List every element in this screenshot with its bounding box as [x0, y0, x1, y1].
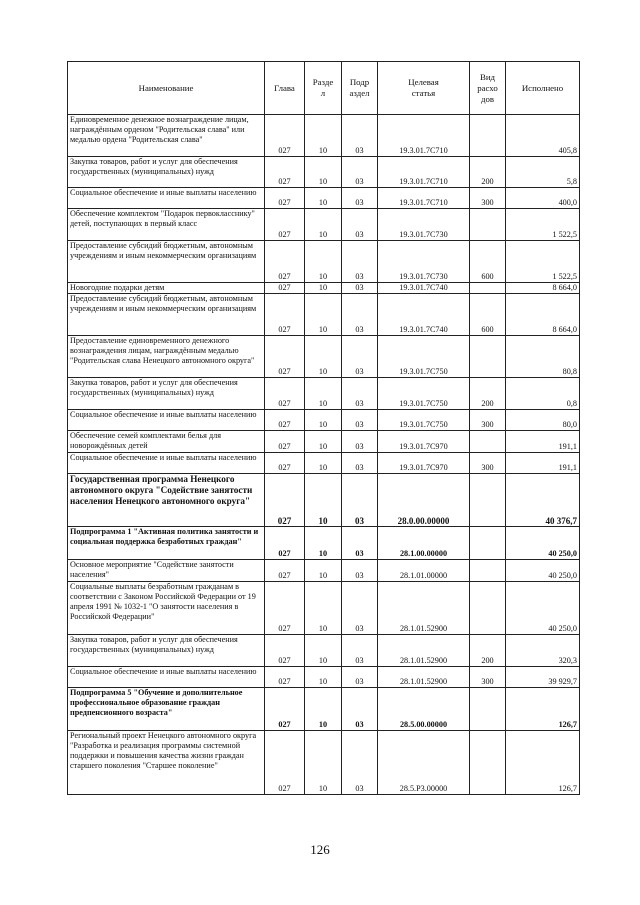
table-row — [68, 453, 580, 474]
row-section-cell: 10 — [305, 688, 342, 731]
row-target-cell: 19.3.01.7С740 — [378, 294, 470, 336]
row-name-cell: Социальное обеспечение и иные выплаты населению — [68, 188, 265, 209]
row-chapter-cell: 027 — [265, 188, 305, 209]
row-expense-cell — [470, 336, 506, 378]
row-subsection-cell: 03 — [342, 115, 378, 157]
header-chapter: Глава — [265, 62, 305, 115]
row-expense-cell: 200 — [470, 635, 506, 667]
row-chapter-cell: 027 — [265, 731, 305, 795]
row-name-cell: Предоставление субсидий бюджетным, автономным учреждениям и иным некоммерческим организациям — [68, 241, 265, 283]
row-executed-cell: 5,8 — [506, 157, 580, 188]
row-target-cell: 19.3.01.7С730 — [378, 241, 470, 283]
table-body — [68, 115, 580, 795]
row-subsection-cell: 03 — [342, 688, 378, 731]
row-name-cell: Закупка товаров, работ и услуг для обеспечения государственных (муниципальных) нужд — [68, 635, 265, 667]
header-executed: Исполнено — [506, 62, 580, 115]
table-row — [68, 431, 580, 453]
row-section-cell: 10 — [305, 294, 342, 336]
row-section-cell: 10 — [305, 209, 342, 241]
row-section-cell: 10 — [305, 115, 342, 157]
row-executed-cell: 80,8 — [506, 336, 580, 378]
row-expense-cell: 300 — [470, 453, 506, 474]
row-target-cell: 19.3.01.7С710 — [378, 188, 470, 209]
row-chapter-cell: 027 — [265, 453, 305, 474]
row-section-cell: 10 — [305, 453, 342, 474]
table-row — [68, 582, 580, 635]
row-section-cell: 10 — [305, 527, 342, 560]
row-subsection-cell: 03 — [342, 188, 378, 209]
header-expense: Вид расхо дов — [470, 62, 506, 115]
row-executed-cell: 0,8 — [506, 378, 580, 410]
row-expense-cell — [470, 431, 506, 453]
row-expense-cell — [470, 688, 506, 731]
row-target-cell: 19.3.01.7С750 — [378, 378, 470, 410]
row-chapter-cell: 027 — [265, 688, 305, 731]
row-target-cell: 28.5.P3.00000 — [378, 731, 470, 795]
table-row — [68, 635, 580, 667]
row-executed-cell: 400,0 — [506, 188, 580, 209]
budget-execution-table — [67, 61, 580, 795]
row-name-cell: Обеспечение семей комплектами белья для новорождённых детей — [68, 431, 265, 453]
row-chapter-cell: 027 — [265, 241, 305, 283]
row-chapter-cell: 027 — [265, 560, 305, 582]
row-chapter-cell: 027 — [265, 431, 305, 453]
row-expense-cell: 300 — [470, 410, 506, 431]
table-row — [68, 560, 580, 582]
row-subsection-cell: 03 — [342, 731, 378, 795]
row-expense-cell — [470, 209, 506, 241]
row-name-cell: Новогодние подарки детям — [68, 283, 265, 294]
row-target-cell: 19.3.01.7С740 — [378, 283, 470, 294]
header-name: Наименование — [68, 62, 265, 115]
row-executed-cell: 405,8 — [506, 115, 580, 157]
row-expense-cell — [470, 283, 506, 294]
row-section-cell: 10 — [305, 157, 342, 188]
row-expense-cell: 200 — [470, 157, 506, 188]
table-row — [68, 688, 580, 731]
row-expense-cell: 600 — [470, 294, 506, 336]
row-section-cell: 10 — [305, 431, 342, 453]
table-header-row — [68, 62, 580, 115]
row-section-cell: 10 — [305, 731, 342, 795]
table-row — [68, 115, 580, 157]
row-subsection-cell: 03 — [342, 157, 378, 188]
row-section-cell: 10 — [305, 635, 342, 667]
row-subsection-cell: 03 — [342, 336, 378, 378]
row-chapter-cell: 027 — [265, 283, 305, 294]
table-row — [68, 209, 580, 241]
row-section-cell: 10 — [305, 667, 342, 688]
row-subsection-cell: 03 — [342, 294, 378, 336]
table-row — [68, 731, 580, 795]
row-subsection-cell: 03 — [342, 283, 378, 294]
row-target-cell: 19.3.01.7С710 — [378, 157, 470, 188]
row-chapter-cell: 027 — [265, 157, 305, 188]
row-name-cell: Социальное обеспечение и иные выплаты населению — [68, 410, 265, 431]
row-target-cell: 28.1.01.52900 — [378, 582, 470, 635]
row-name-cell: Социальное обеспечение и иные выплаты населению — [68, 667, 265, 688]
row-subsection-cell: 03 — [342, 241, 378, 283]
row-target-cell: 28.1.00.00000 — [378, 527, 470, 560]
row-expense-cell — [470, 474, 506, 527]
row-section-cell: 10 — [305, 560, 342, 582]
row-section-cell: 10 — [305, 283, 342, 294]
row-name-cell: Предоставление субсидий бюджетным, автономным учреждениям и иным некоммерческим организациям — [68, 294, 265, 336]
row-expense-cell — [470, 115, 506, 157]
row-executed-cell: 40 250,0 — [506, 582, 580, 635]
row-section-cell: 10 — [305, 410, 342, 431]
row-subsection-cell: 03 — [342, 667, 378, 688]
table-row — [68, 474, 580, 527]
row-section-cell: 10 — [305, 582, 342, 635]
row-chapter-cell: 027 — [265, 378, 305, 410]
row-target-cell: 28.1.01.00000 — [378, 560, 470, 582]
row-name-cell: Предоставление единовременного денежного вознаграждения лицам, награждённым медалью "Родительская слава Ненецкого автономного округа" — [68, 336, 265, 378]
row-chapter-cell: 027 — [265, 474, 305, 527]
row-name-cell: Подпрограмма 1 "Активная политика занятости и социальная поддержка безработных граждан" — [68, 527, 265, 560]
row-subsection-cell: 03 — [342, 474, 378, 527]
row-subsection-cell: 03 — [342, 582, 378, 635]
row-subsection-cell: 03 — [342, 560, 378, 582]
row-chapter-cell: 027 — [265, 527, 305, 560]
row-chapter-cell: 027 — [265, 115, 305, 157]
row-executed-cell: 40 250,0 — [506, 527, 580, 560]
row-target-cell: 28.1.01.52900 — [378, 667, 470, 688]
row-chapter-cell: 027 — [265, 209, 305, 241]
header-target: Целевая статья — [378, 62, 470, 115]
table-row — [68, 294, 580, 336]
header-subsection: Подр аздел — [342, 62, 378, 115]
row-name-cell: Обеспечение комплектом "Подарок первокласснику" детей, поступающих в первый класс — [68, 209, 265, 241]
row-name-cell: Социальное обеспечение и иные выплаты населению — [68, 453, 265, 474]
row-subsection-cell: 03 — [342, 209, 378, 241]
row-section-cell: 10 — [305, 188, 342, 209]
row-chapter-cell: 027 — [265, 667, 305, 688]
row-executed-cell: 320,3 — [506, 635, 580, 667]
row-name-cell: Закупка товаров, работ и услуг для обеспечения государственных (муниципальных) нужд — [68, 378, 265, 410]
row-executed-cell: 126,7 — [506, 731, 580, 795]
row-executed-cell: 8 664,0 — [506, 294, 580, 336]
header-section: Разде л — [305, 62, 342, 115]
table-row — [68, 527, 580, 560]
row-chapter-cell: 027 — [265, 336, 305, 378]
row-chapter-cell: 027 — [265, 635, 305, 667]
row-section-cell: 10 — [305, 241, 342, 283]
row-expense-cell: 300 — [470, 188, 506, 209]
row-executed-cell: 40 250,0 — [506, 560, 580, 582]
row-chapter-cell: 027 — [265, 294, 305, 336]
row-subsection-cell: 03 — [342, 527, 378, 560]
row-name-cell: Подпрограмма 5 "Обучение и дополнительное профессиональное образование граждан предпенсионного возраста" — [68, 688, 265, 731]
table-row — [68, 667, 580, 688]
row-target-cell: 19.3.01.7С970 — [378, 453, 470, 474]
row-executed-cell: 80,0 — [506, 410, 580, 431]
row-subsection-cell: 03 — [342, 453, 378, 474]
row-chapter-cell: 027 — [265, 582, 305, 635]
row-executed-cell: 191,1 — [506, 453, 580, 474]
row-executed-cell: 39 929,7 — [506, 667, 580, 688]
row-name-cell: Единовременное денежное вознаграждение лицам, награждённым орденом "Родительская слава" или медалью ордена "Родительская слава" — [68, 115, 265, 157]
row-target-cell: 19.3.01.7С750 — [378, 410, 470, 431]
table-row — [68, 241, 580, 283]
row-target-cell: 28.0.00.00000 — [378, 474, 470, 527]
row-chapter-cell: 027 — [265, 410, 305, 431]
row-target-cell: 19.3.01.7С750 — [378, 336, 470, 378]
row-target-cell: 19.3.01.7С970 — [378, 431, 470, 453]
table-row — [68, 410, 580, 431]
row-target-cell: 28.5.00.00000 — [378, 688, 470, 731]
row-expense-cell — [470, 560, 506, 582]
table-row — [68, 283, 580, 294]
row-executed-cell: 1 522,5 — [506, 209, 580, 241]
row-name-cell: Основное мероприятие "Содействие занятости населения" — [68, 560, 265, 582]
row-executed-cell: 191,1 — [506, 431, 580, 453]
page-number: 126 — [310, 842, 330, 857]
table-row — [68, 378, 580, 410]
row-name-cell: Закупка товаров, работ и услуг для обеспечения государственных (муниципальных) нужд — [68, 157, 265, 188]
row-target-cell: 19.3.01.7С730 — [378, 209, 470, 241]
row-name-cell: Государственная программа Ненецкого автономного округа "Содействие занятости населения Ненецкого автономного округа" — [68, 474, 265, 527]
row-executed-cell: 126,7 — [506, 688, 580, 731]
row-name-cell: Региональный проект Ненецкого автономного округа "Разработка и реализация программы системной поддержки и повышения качества жизни граждан старшего поколения "Старшее поколение" — [68, 731, 265, 795]
row-subsection-cell: 03 — [342, 410, 378, 431]
row-executed-cell: 1 522,5 — [506, 241, 580, 283]
row-target-cell: 28.1.01.52900 — [378, 635, 470, 667]
row-expense-cell — [470, 527, 506, 560]
row-subsection-cell: 03 — [342, 635, 378, 667]
row-expense-cell: 300 — [470, 667, 506, 688]
row-expense-cell: 200 — [470, 378, 506, 410]
row-section-cell: 10 — [305, 336, 342, 378]
row-expense-cell: 600 — [470, 241, 506, 283]
row-executed-cell: 40 376,7 — [506, 474, 580, 527]
row-target-cell: 19.3.01.7С710 — [378, 115, 470, 157]
row-executed-cell: 8 664,0 — [506, 283, 580, 294]
row-expense-cell — [470, 731, 506, 795]
row-subsection-cell: 03 — [342, 378, 378, 410]
row-expense-cell — [470, 582, 506, 635]
row-name-cell: Социальные выплаты безработным гражданам в соответствии с Законом Российской Федерации от 19 апреля 1991 № 1032-1 "О занятости населения в Российской Федерации" — [68, 582, 265, 635]
table-row — [68, 157, 580, 188]
table-row — [68, 336, 580, 378]
row-subsection-cell: 03 — [342, 431, 378, 453]
row-section-cell: 10 — [305, 474, 342, 527]
table-row — [68, 188, 580, 209]
row-section-cell: 10 — [305, 378, 342, 410]
